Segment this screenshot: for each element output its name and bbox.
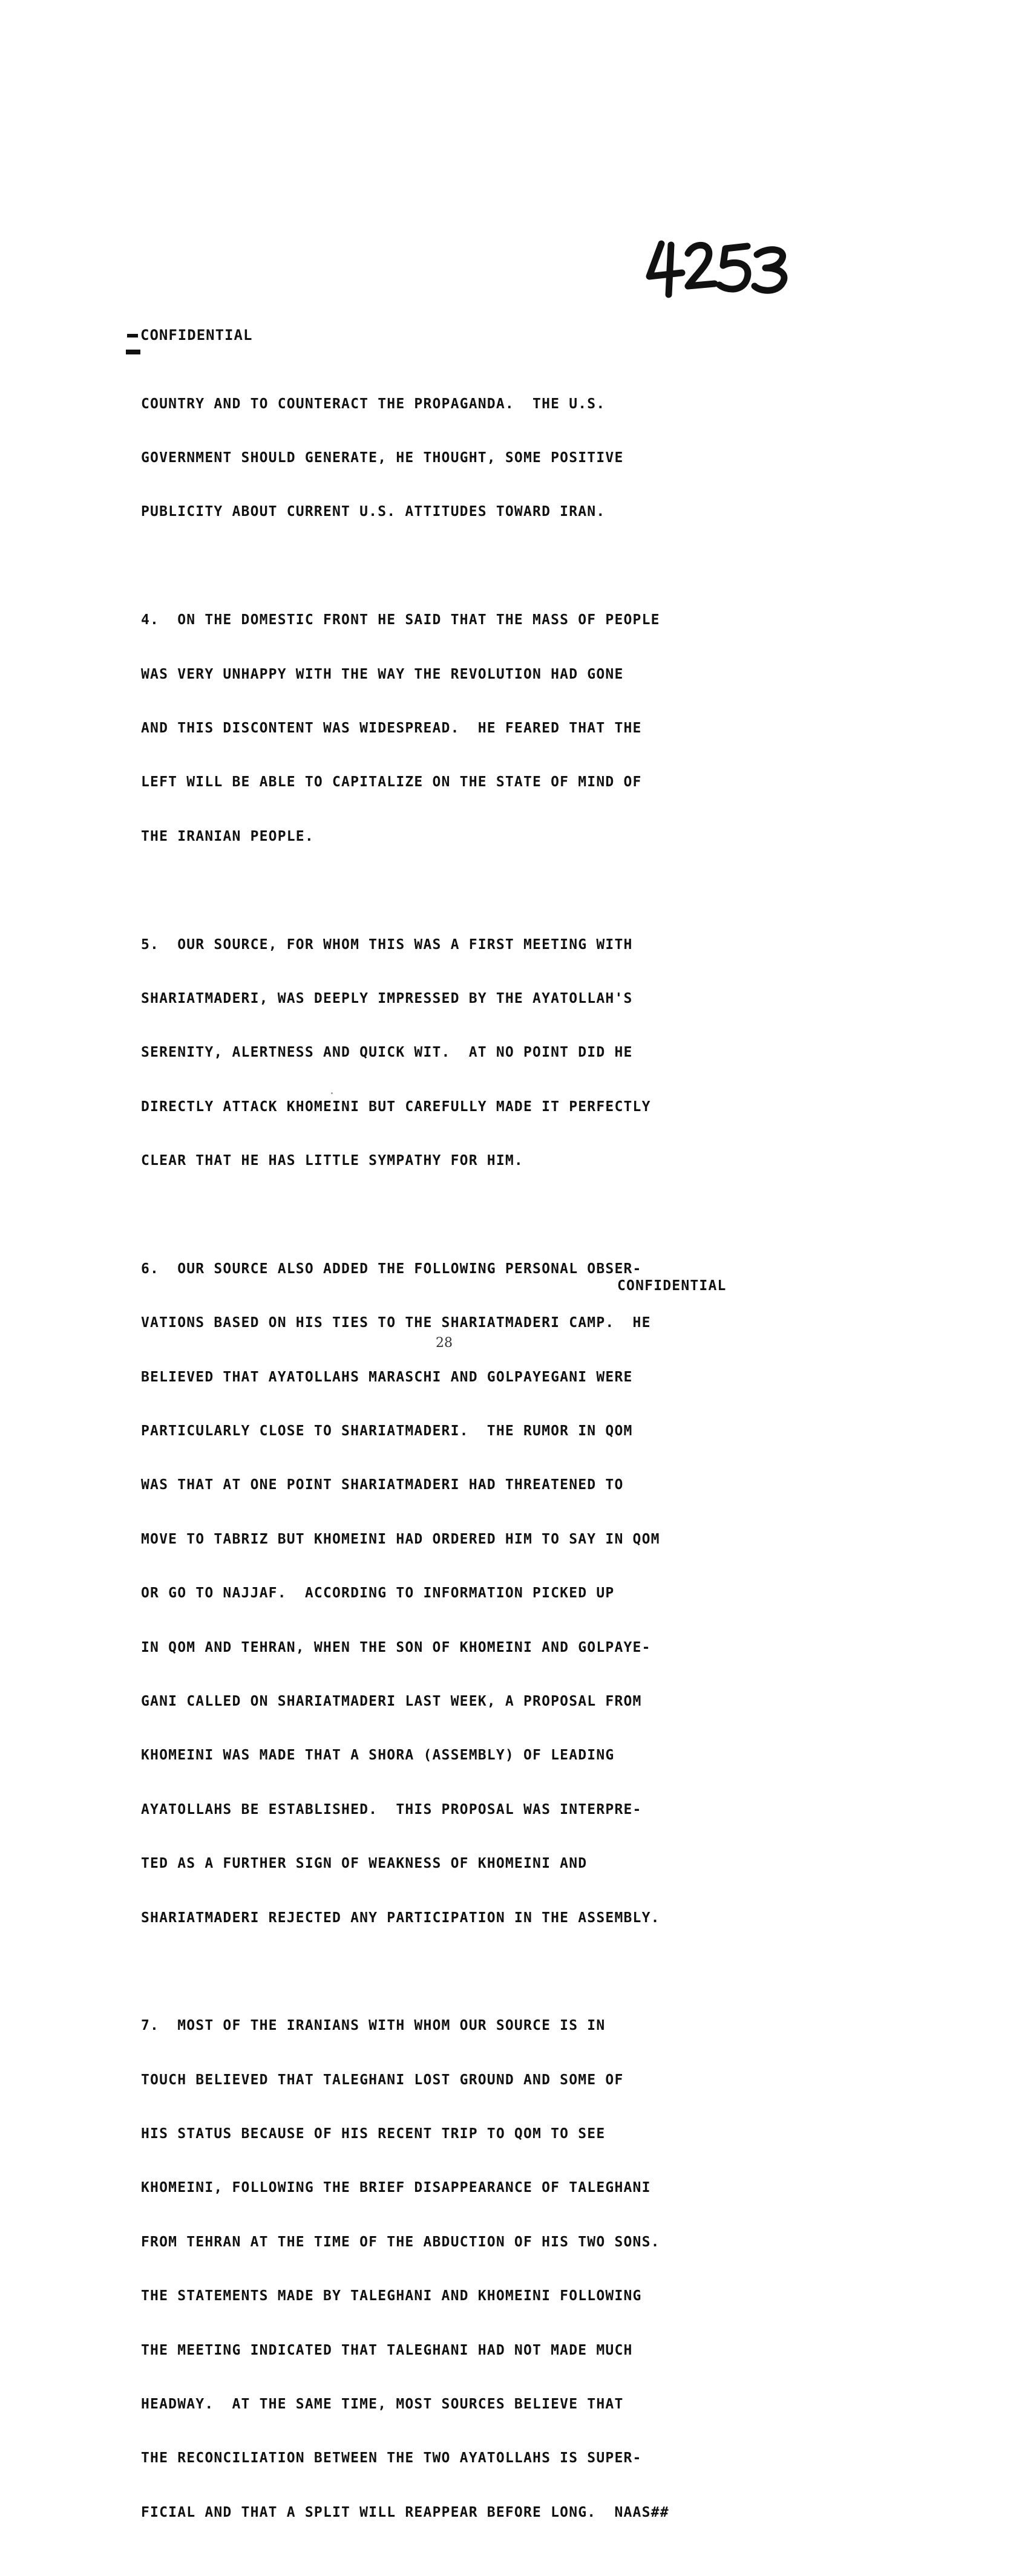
text-line: PARTICULARLY CLOSE TO SHARIATMADERI. THE RUMOR IN QOM bbox=[141, 1423, 633, 1440]
text-line: FROM TEHRAN AT THE TIME OF THE ABDUCTION OF HIS TWO SONS. bbox=[141, 2234, 660, 2250]
text-line: TED AS A FURTHER SIGN OF WEAKNESS OF KHOMEINI AND bbox=[141, 1856, 588, 1872]
text-line: MOVE TO TABRIZ BUT KHOMEINI HAD ORDERED HIM TO SAY IN QOM bbox=[141, 1531, 660, 1547]
text-line: AND THIS DISCONTENT WAS WIDESPREAD. HE FEARED THAT THE bbox=[141, 720, 642, 736]
text-line: SERENITY, ALERTNESS AND QUICK WIT. AT NO POINT DID HE bbox=[141, 1045, 633, 1061]
text-line: THE RECONCILIATION BETWEEN THE TWO AYATOLLAHS IS SUPER- bbox=[141, 2450, 642, 2467]
document-body bbox=[141, 359, 776, 2576]
paragraph-7 bbox=[141, 1981, 776, 2558]
classification-header bbox=[127, 327, 252, 344]
text-line: DIRECTLY ATTACK KHOMEINI BUT CAREFULLY MADE IT PERFECTLY bbox=[141, 1098, 651, 1115]
text-line: 6. OUR SOURCE ALSO ADDED THE FOLLOWING PERSONAL OBSER- bbox=[141, 1260, 642, 1277]
text-line: OR GO TO NAJJAF. ACCORDING TO INFORMATION PICKED UP bbox=[141, 1585, 615, 1602]
redaction-mark bbox=[127, 334, 138, 337]
text-line: HIS STATUS BECAUSE OF HIS RECENT TRIP TO QOM TO SEE bbox=[141, 2126, 606, 2142]
text-line: IN QOM AND TEHRAN, WHEN THE SON OF KHOMEINI AND GOLPAYE- bbox=[141, 1639, 651, 1655]
text-line: VATIONS BASED ON HIS TIES TO THE SHARIATMADERI CAMP. HE bbox=[141, 1315, 651, 1331]
handwritten-page-number bbox=[644, 233, 796, 299]
scan-speck bbox=[331, 1092, 333, 1094]
margin-mark bbox=[126, 350, 140, 354]
text-line: SHARIATMADERI, WAS DEEPLY IMPRESSED BY THE AYATOLLAH'S bbox=[141, 990, 633, 1006]
paragraph-6 bbox=[141, 1224, 776, 1963]
text-line: THE MEETING INDICATED THAT TALEGHANI HAD NOT MADE MUCH bbox=[141, 2342, 633, 2358]
text-line: LEFT WILL BE ABLE TO CAPITALIZE ON THE STATE OF MIND OF bbox=[141, 774, 642, 791]
text-line: HEADWAY. AT THE SAME TIME, MOST SOURCES BELIEVE THAT bbox=[141, 2396, 624, 2413]
text-line: THE IRANIAN PEOPLE. bbox=[141, 828, 314, 844]
paragraph-continuation bbox=[141, 359, 776, 558]
classification-footer: CONFIDENTIAL bbox=[617, 1278, 727, 1294]
text-line: TOUCH BELIEVED THAT TALEGHANI LOST GROUND AND SOME OF bbox=[141, 2072, 624, 2088]
text-line: 7. MOST OF THE IRANIANS WITH WHOM OUR SOURCE IS IN bbox=[141, 2018, 606, 2034]
text-line: KHOMEINI, FOLLOWING THE BRIEF DISAPPEARANCE OF TALEGHANI bbox=[141, 2180, 651, 2196]
text-line: CLEAR THAT HE HAS LITTLE SYMPATHY FOR HIM. bbox=[141, 1153, 523, 1169]
text-line: COUNTRY AND TO COUNTERACT THE PROPAGANDA. THE U.S. bbox=[141, 396, 606, 412]
text-line: WAS THAT AT ONE POINT SHARIATMADERI HAD THREATENED TO bbox=[141, 1477, 624, 1493]
classification-header-label: CONFIDENTIAL bbox=[140, 327, 253, 344]
text-line: BELIEVED THAT AYATOLLAHS MARASCHI AND GOLPAYEGANI WERE bbox=[141, 1369, 633, 1385]
page-number: 28 bbox=[436, 1335, 453, 1351]
text-line: THE STATEMENTS MADE BY TALEGHANI AND KHOMEINI FOLLOWING bbox=[141, 2288, 642, 2304]
paragraph-5 bbox=[141, 900, 776, 1207]
paragraph-4 bbox=[141, 576, 776, 882]
text-line: WAS VERY UNHAPPY WITH THE WAY THE REVOLUTION HAD GONE bbox=[141, 666, 624, 682]
text-line: AYATOLLAHS BE ESTABLISHED. THIS PROPOSAL WAS INTERPRE- bbox=[141, 1801, 642, 1818]
text-line: 5. OUR SOURCE, FOR WHOM THIS WAS A FIRST MEETING WITH bbox=[141, 936, 633, 953]
text-line: FICIAL AND THAT A SPLIT WILL REAPPEAR BEFORE LONG. NAAS## bbox=[141, 2504, 669, 2520]
text-line: PUBLICITY ABOUT CURRENT U.S. ATTITUDES TOWARD IRAN. bbox=[141, 504, 606, 520]
text-line: GANI CALLED ON SHARIATMADERI LAST WEEK, A PROPOSAL FROM bbox=[141, 1693, 642, 1709]
text-line: 4. ON THE DOMESTIC FRONT HE SAID THAT THE MASS OF PEOPLE bbox=[141, 612, 660, 628]
handwritten-number-drawing bbox=[644, 233, 796, 299]
text-line: SHARIATMADERI REJECTED ANY PARTICIPATION IN THE ASSEMBLY. bbox=[141, 1909, 660, 1926]
text-line: GOVERNMENT SHOULD GENERATE, HE THOUGHT, SOME POSITIVE bbox=[141, 449, 624, 466]
text-line: KHOMEINI WAS MADE THAT A SHORA (ASSEMBLY) OF LEADING bbox=[141, 1747, 615, 1764]
